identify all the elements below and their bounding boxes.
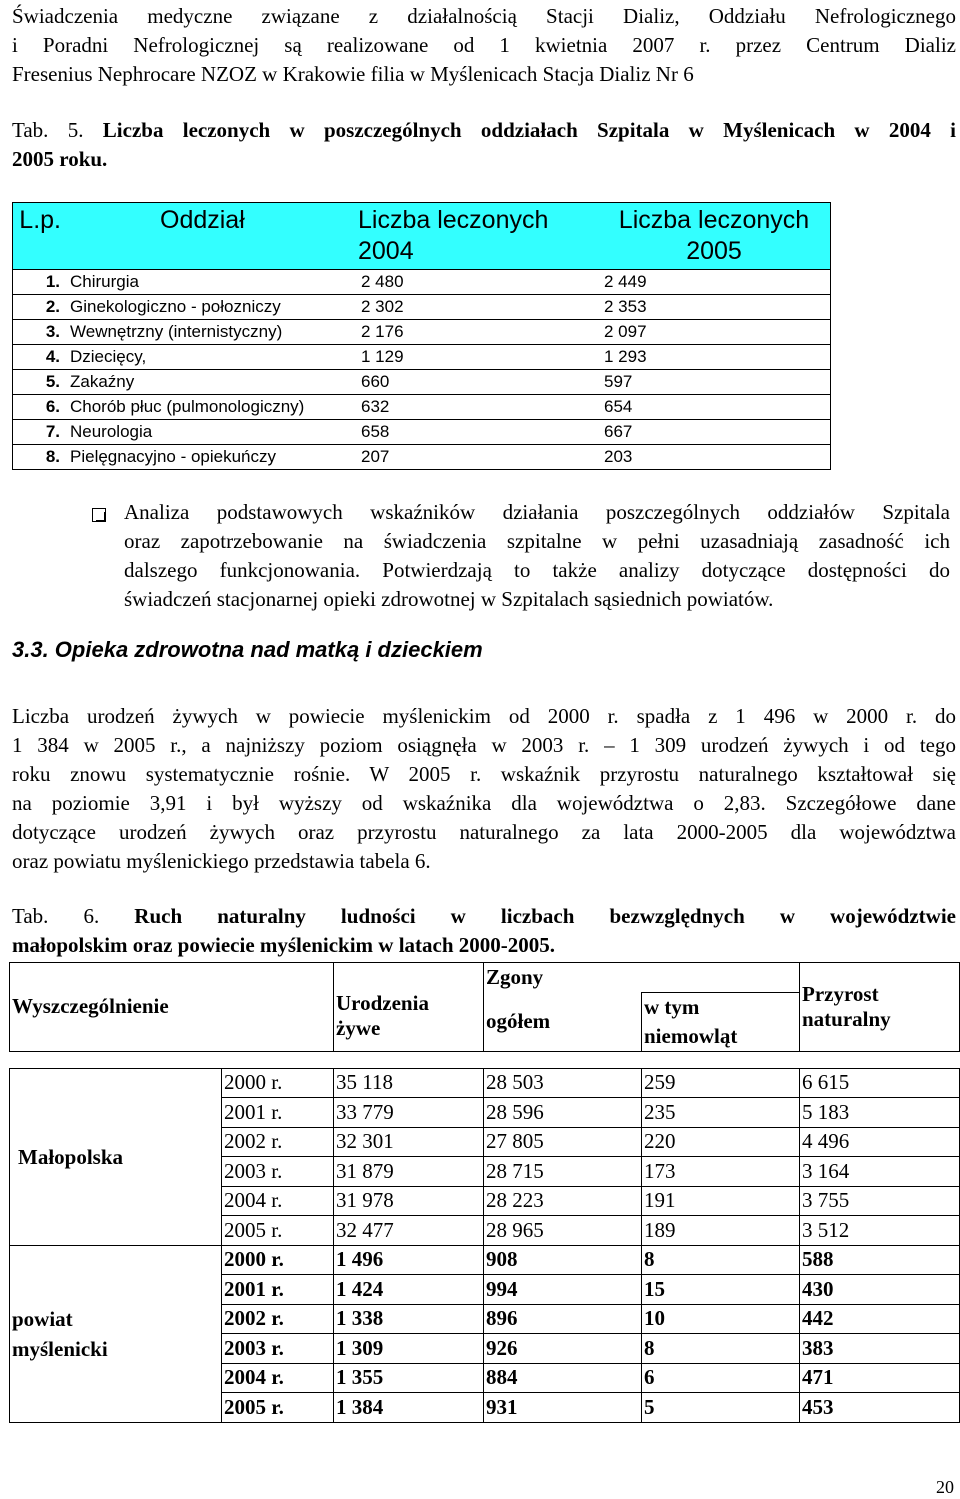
table5-caption-prefix: Tab. 5. xyxy=(12,118,84,142)
table5-cell-num: 7. xyxy=(45,422,60,441)
table6-cell-growth: 383 xyxy=(800,1334,960,1364)
table5-row xyxy=(13,320,831,345)
table6-cell-growth: 3 164 xyxy=(800,1157,960,1187)
table6-cell-growth: 6 615 xyxy=(800,1068,960,1098)
table6-caption-line2: małopolskim oraz powiecie myślenickim w latach 2000-2005. xyxy=(12,933,556,957)
intro-line-1: Świadczenia medyczne związane z działalnością Stacji Dializ, Oddziału Nefrologicznego xyxy=(12,4,956,28)
table6-cell-births: 1 338 xyxy=(334,1304,484,1334)
table6-spacer xyxy=(10,1051,960,1068)
table6-cell-infants: 220 xyxy=(642,1127,800,1157)
table5-header-dept: Oddział xyxy=(64,203,355,270)
table6 xyxy=(9,962,960,1423)
table6-row xyxy=(10,1245,960,1275)
table6-cell-deaths: 926 xyxy=(484,1334,642,1364)
table6-cell-infants: 173 xyxy=(642,1157,800,1187)
table5-cell-2004: 207 xyxy=(361,447,390,466)
table5-caption-line2: 2005 roku. xyxy=(12,147,108,171)
table6-cell-growth: 588 xyxy=(800,1245,960,1275)
births-line-4: na poziomie 3,91 i był wyższy od wskaźnika dla województwa o 2,83. Szczegółowe dane xyxy=(12,791,956,815)
table6-cell-year: 2001 r. xyxy=(222,1275,334,1305)
table5-cell-dept: Ginekologiczno - połozniczy xyxy=(70,297,281,316)
table6-cell-deaths: 28 223 xyxy=(484,1186,642,1216)
table6-cell-year: 2001 r. xyxy=(222,1098,334,1128)
table6-cell-deaths: 28 596 xyxy=(484,1098,642,1128)
table6-cell-deaths: 28 965 xyxy=(484,1216,642,1246)
table6-cell-year: 2002 r. xyxy=(222,1304,334,1334)
table5-cell-2004: 2 176 xyxy=(361,322,404,341)
table5-cell-dept: Pielęgnacyjno - opiekuńczy xyxy=(70,447,277,466)
table6-header-deaths-total: ogółem xyxy=(484,992,642,1051)
intro-line-2: i Poradni Nefrologicznej są realizowane od 1 kwietnia 2007 r. przez Centrum Dializ xyxy=(12,33,956,57)
table5-cell-2004: 2 480 xyxy=(361,272,404,291)
table5-caption xyxy=(12,116,956,174)
table5-cell-num: 8. xyxy=(45,447,60,466)
table6-cell-births: 1 496 xyxy=(334,1245,484,1275)
table6-cell-births: 1 309 xyxy=(334,1334,484,1364)
table6-cell-year: 2004 r. xyxy=(222,1363,334,1393)
table5-cell-num: 4. xyxy=(45,347,60,366)
table5-cell-2004: 658 xyxy=(361,422,390,441)
table5-row xyxy=(13,345,831,370)
table5-cell-2004: 2 302 xyxy=(361,297,404,316)
table6-cell-year: 2002 r. xyxy=(222,1127,334,1157)
table6-cell-births: 31 879 xyxy=(334,1157,484,1187)
table5-header-2005: Liczba leczonych 2005 xyxy=(598,203,831,270)
table5-cell-2005: 2 097 xyxy=(604,322,647,341)
births-line-6: oraz powiatu myślenickiego przedstawia tabela 6. xyxy=(12,849,431,873)
table6-cell-deaths: 908 xyxy=(484,1245,642,1275)
table5-row xyxy=(13,420,831,445)
table6-header-births: Urodzenia żywe xyxy=(334,963,484,1052)
table6-cell-growth: 3 512 xyxy=(800,1216,960,1246)
table6-cell-year: 2004 r. xyxy=(222,1186,334,1216)
table6-cell-year: 2005 r. xyxy=(222,1216,334,1246)
table6-cell-births: 31 978 xyxy=(334,1186,484,1216)
table6-header-deaths: Zgony xyxy=(484,963,800,993)
table6-header-infants: w tym niemowląt xyxy=(642,992,800,1051)
table5-cell-2005: 2 449 xyxy=(604,272,647,291)
table6-cell-growth: 471 xyxy=(800,1363,960,1393)
table5-cell-2005: 654 xyxy=(604,397,633,416)
table5-cell-dept: Chorób płuc (pulmonologiczny) xyxy=(70,397,305,416)
table6-cell-year: 2000 r. xyxy=(222,1245,334,1275)
table5-header-2004: Liczba leczonych 2004 xyxy=(355,203,598,270)
table6-cell-births: 1 355 xyxy=(334,1363,484,1393)
table5-cell-2005: 1 293 xyxy=(604,347,647,366)
table6-cell-growth: 3 755 xyxy=(800,1186,960,1216)
table6-cell-deaths: 896 xyxy=(484,1304,642,1334)
table5-cell-num: 5. xyxy=(45,372,60,391)
table6-cell-growth: 430 xyxy=(800,1275,960,1305)
table5-cell-2005: 203 xyxy=(604,447,633,466)
table6-cell-infants: 5 xyxy=(642,1393,800,1423)
table6-header-growth: Przyrost naturalny xyxy=(800,963,960,1052)
table6-cell-year: 2003 r. xyxy=(222,1157,334,1187)
table5-cell-dept: Wewnętrzny (internistyczny) xyxy=(70,322,283,341)
table6-caption-prefix: Tab. 6. xyxy=(12,904,100,928)
table5-cell-num: 1. xyxy=(45,272,60,291)
table6-cell-births: 32 301 xyxy=(334,1127,484,1157)
table5-cell-2004: 1 129 xyxy=(361,347,404,366)
births-line-2: 1 384 w 2005 r., a najniższy poziom osiągnęła w 2003 r. – 1 309 urodzeń żywych i od tego xyxy=(12,733,956,757)
births-paragraph xyxy=(12,702,956,876)
table6-header-spec: Wyszczególnienie xyxy=(10,963,334,1052)
table5-row xyxy=(13,395,831,420)
table6-cell-year: 2003 r. xyxy=(222,1334,334,1364)
table5-cell-num: 6. xyxy=(45,397,60,416)
analysis-line-2: oraz zapotrzebowanie na świadczenia szpitalne w pełni uzasadniają zasadność ich xyxy=(124,529,950,553)
table5-cell-dept: Chirurgia xyxy=(70,272,139,291)
table5-cell-dept: Dziecięcy, xyxy=(70,347,147,366)
table6-group-name: powiat myślenicki xyxy=(10,1245,222,1422)
births-line-3: roku znowu systematycznie rośnie. W 2005 r. wskaźnik przyrostu naturalnego kształtował się xyxy=(12,762,956,786)
section-heading: 3.3. Opieka zdrowotna nad matką i dzieckiem xyxy=(12,637,483,662)
table6-cell-deaths: 994 xyxy=(484,1275,642,1305)
table6-cell-infants: 6 xyxy=(642,1363,800,1393)
page-number: 20 xyxy=(936,1477,954,1497)
births-line-5: dotyczące urodzeń żywych oraz przyrostu naturalnego za lata 2000-2005 dla województwa xyxy=(12,820,956,844)
table6-cell-births: 1 424 xyxy=(334,1275,484,1305)
intro-paragraph xyxy=(12,2,956,89)
table5-row xyxy=(13,370,831,395)
table6-cell-growth: 442 xyxy=(800,1304,960,1334)
analysis-line-3: dalszego funkcjonowania. Potwierdzają to także analizy dotyczące dostępności do xyxy=(124,558,950,582)
analysis-paragraph xyxy=(124,498,950,614)
table5-cell-2004: 660 xyxy=(361,372,390,391)
table6-cell-deaths: 28 503 xyxy=(484,1068,642,1098)
table5-cell-dept: Zakaźny xyxy=(70,372,135,391)
table5-cell-num: 3. xyxy=(45,322,60,341)
table6-cell-infants: 8 xyxy=(642,1245,800,1275)
checkbox-bullet-icon xyxy=(92,508,106,522)
table6-cell-year: 2005 r. xyxy=(222,1393,334,1423)
table5-header-lp: L.p. xyxy=(13,203,65,270)
table5-row xyxy=(13,445,831,470)
table6-cell-infants: 235 xyxy=(642,1098,800,1128)
table6-group-name: Małopolska xyxy=(10,1068,222,1245)
table6-cell-deaths: 28 715 xyxy=(484,1157,642,1187)
table5-cell-2004: 632 xyxy=(361,397,390,416)
births-line-1: Liczba urodzeń żywych w powiecie myślenickim od 2000 r. spadła z 1 496 w 2000 r. do xyxy=(12,704,956,728)
table6-cell-deaths: 884 xyxy=(484,1363,642,1393)
table5-caption-title: Liczba leczonych w poszczególnych oddziałach Szpitala w Myślenicach w 2004 i xyxy=(102,118,957,142)
table6-cell-births: 35 118 xyxy=(334,1068,484,1098)
table5 xyxy=(12,202,831,470)
table6-cell-year: 2000 r. xyxy=(222,1068,334,1098)
table6-cell-infants: 191 xyxy=(642,1186,800,1216)
table6-cell-infants: 10 xyxy=(642,1304,800,1334)
table5-cell-2005: 597 xyxy=(604,372,633,391)
table6-cell-infants: 8 xyxy=(642,1334,800,1364)
table6-cell-infants: 259 xyxy=(642,1068,800,1098)
table6-caption xyxy=(12,902,956,960)
table5-cell-2005: 2 353 xyxy=(604,297,647,316)
analysis-line-4: świadczeń stacjonarnej opieki zdrowotnej w Szpitalach sąsiednich powiatów. xyxy=(124,587,774,611)
table5-row xyxy=(13,295,831,320)
analysis-line-1: Analiza podstawowych wskaźników działania poszczególnych oddziałów Szpitala xyxy=(124,500,950,524)
table6-cell-growth: 4 496 xyxy=(800,1127,960,1157)
table6-cell-births: 33 779 xyxy=(334,1098,484,1128)
table6-cell-growth: 453 xyxy=(800,1393,960,1423)
table5-cell-2005: 667 xyxy=(604,422,633,441)
table6-cell-infants: 189 xyxy=(642,1216,800,1246)
table5-cell-dept: Neurologia xyxy=(70,422,153,441)
table6-cell-deaths: 27 805 xyxy=(484,1127,642,1157)
table5-cell-num: 2. xyxy=(45,297,60,316)
table6-cell-infants: 15 xyxy=(642,1275,800,1305)
table6-cell-births: 32 477 xyxy=(334,1216,484,1246)
table6-cell-births: 1 384 xyxy=(334,1393,484,1423)
table6-caption-title: Ruch naturalny ludności w liczbach bezwzględnych w województwie xyxy=(134,904,956,928)
table6-cell-deaths: 931 xyxy=(484,1393,642,1423)
table6-cell-growth: 5 183 xyxy=(800,1098,960,1128)
intro-line-3: Fresenius Nephrocare NZOZ w Krakowie filia w Myślenicach Stacja Dializ Nr 6 xyxy=(12,62,694,86)
table6-row xyxy=(10,1068,960,1098)
table5-row xyxy=(13,270,831,295)
